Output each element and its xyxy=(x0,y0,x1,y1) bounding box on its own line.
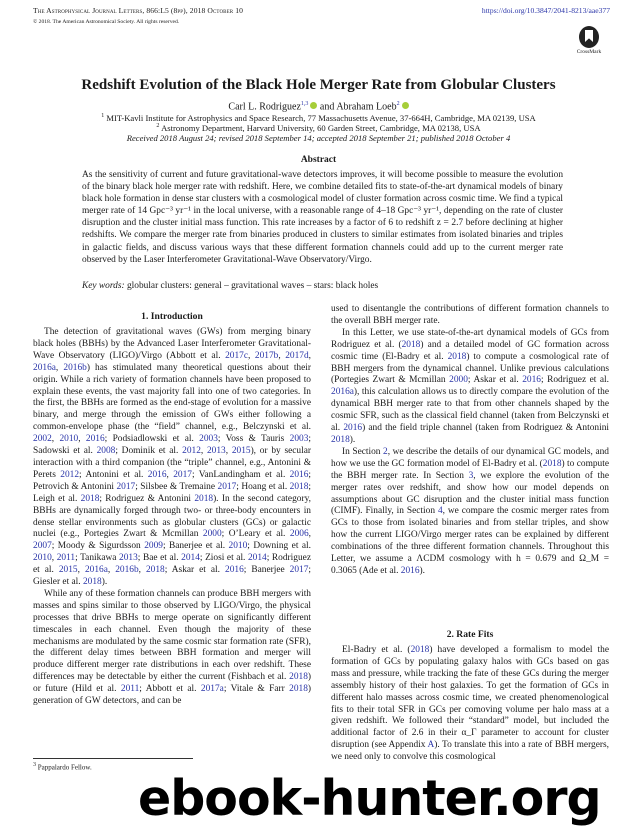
paragraph-text: ; Silsbee & Tremaine xyxy=(135,481,218,492)
doi-link[interactable]: https://doi.org/10.3847/2041-8213/aae377 xyxy=(481,6,610,15)
paragraph-text: ) or future (Hild et al. xyxy=(33,672,311,695)
footnote-divider xyxy=(33,758,193,759)
paragraph xyxy=(331,328,609,447)
paragraph-text: ) has stimulated many theoretical questions about their origin. While a rich variety of formation channels have been proposed to explain these events, the vast majority fall into one of two categories. In the first, the BBHs are formed as the end-stage of evolution for a massive binary, and merge through the emission of GWs either following a common-envelope phase (the “field” channel, e.g., Belczynski et al. xyxy=(33,362,311,433)
paragraph-text: ; Voss & Tauris xyxy=(217,434,290,445)
paragraph-text: ; Hoang et al. xyxy=(236,481,290,492)
paragraph-text: , xyxy=(166,469,174,480)
paragraph-text: ; Ziosi et al. xyxy=(199,553,248,564)
crossmark-label: CrossMark xyxy=(576,49,602,55)
citation-link[interactable]: 2012 xyxy=(60,469,80,480)
citation-link[interactable]: 2017d xyxy=(285,350,309,361)
citation-link[interactable]: 2017 xyxy=(173,469,192,480)
paragraph-text: ; Podsiadlowski et al. xyxy=(104,434,200,445)
citation-link[interactable]: 2013 xyxy=(206,446,226,457)
paragraph-text: ; Downing et al. xyxy=(247,541,311,552)
citation-link[interactable]: 2016a xyxy=(84,565,108,576)
affiliation-sup: 1 xyxy=(101,113,105,120)
paragraph-text: ; Leigh et al. xyxy=(33,481,311,504)
citation-link[interactable]: 2018 xyxy=(542,458,562,469)
citation-link[interactable]: 2010 xyxy=(33,553,52,564)
citation-link[interactable]: 2018 xyxy=(331,434,350,445)
publication-dates: Received 2018 August 24; revised 2018 September 14; accepted 2018 September 21; published 2018 October 4 xyxy=(126,133,511,143)
citation-link[interactable]: 2011 xyxy=(120,684,140,695)
keywords-label: Key words: xyxy=(82,281,125,291)
citation-link[interactable]: 2016 xyxy=(343,423,363,434)
paragraph-text: ) and the field triple channel (taken from Rodriguez & Antonini xyxy=(362,423,609,434)
paragraph-text: , xyxy=(225,446,232,457)
citation-link[interactable]: 2018 xyxy=(194,493,214,504)
orcid-icon[interactable] xyxy=(402,102,409,109)
citation-link[interactable]: 2018 xyxy=(82,577,102,588)
paragraph-text: ; Askar et al. xyxy=(467,375,523,386)
citation-link[interactable]: 2018 xyxy=(145,565,165,576)
paragraph-text: The detection of gravitational waves (GWs) from merging binary black holes (BBHs) by the Advanced Laser Interferometer Gravitational-Wave Observatory (LIGO)/Virgo (Abbott et al. xyxy=(33,327,311,361)
paragraph-text: ) generation of GW detectors, and can be xyxy=(33,684,311,707)
paragraph-text: used to disentangle the contributions of different formation channels to the overall BBH merger rate. xyxy=(331,304,609,326)
citation-link[interactable]: 2013 xyxy=(119,553,138,564)
citation-link[interactable]: 2006 xyxy=(289,529,309,540)
affiliation-sup: 2 xyxy=(156,123,160,130)
affiliation-text: Astronomy Department, Harvard University, 60 Garden Street, Cambridge, MA 02138, USA xyxy=(161,123,481,133)
citation-link[interactable]: 2018 xyxy=(80,493,100,504)
paragraph-text: ; Rodriguez & Antonini xyxy=(99,493,195,504)
copyright: © 2018. The American Astronomical Society. All rights reserved. xyxy=(33,19,180,25)
right-column-body xyxy=(331,304,609,578)
citation-link[interactable]: 2010 xyxy=(228,541,248,552)
citation-link[interactable]: 2002 xyxy=(33,434,52,445)
paragraph-text: In this Letter, we use state-of-the-art dynamical models of GCs from Rodriguez et al. ( xyxy=(331,327,609,350)
paragraph-text: ; Dominik et al. xyxy=(115,446,183,457)
citation-link[interactable]: 2000 xyxy=(202,529,222,540)
affiliation-text: MIT-Kavli Institute for Astrophysics and Space Research, 77 Massachusetts Avenue, 37-664H, Cambridge, MA 02139, USA xyxy=(106,113,536,123)
paragraph-text: , we compare the cosmic merger rates from GCs to those from isolated binaries and from stellar triples, and show how the current LIGO/Virgo merger rates can be explained by different combinations of the three different formation channels. Throughout this Letter, we assume a ΛCDM cosmology with h = 0.679 and Ω_M = 0.3065 (Ade et al. xyxy=(331,506,609,576)
citation-link[interactable]: 2016 xyxy=(147,469,167,480)
paragraph-text: ; Rodriguez et al. xyxy=(540,375,609,386)
citation-link[interactable]: 2018 xyxy=(289,684,308,695)
citation-link[interactable]: 2007 xyxy=(33,541,52,552)
paragraph-text: ; Moody & Sigurdsson xyxy=(51,541,145,552)
citation-link[interactable]: 2016 xyxy=(400,565,420,576)
citation-link[interactable]: 2016 xyxy=(289,469,309,480)
citation-link[interactable]: 4 xyxy=(437,506,443,517)
citation-link[interactable]: 2015 xyxy=(58,565,78,576)
paragraph-text: ; Askar et al. xyxy=(164,565,225,576)
rate-fits-body xyxy=(331,645,609,764)
citation-link[interactable]: 2016 xyxy=(85,434,105,445)
citation-link[interactable]: 2018 xyxy=(410,645,430,655)
paragraph xyxy=(33,589,311,708)
paragraph-text: ; Antonini et al. xyxy=(79,469,148,480)
citation-link[interactable]: 2017c xyxy=(225,350,249,361)
paragraph-text: ) to compute a cosmological rate of BBH mergers from the dynamical channel. Unlike previous calculations (Portegies Zwart & Mcmillan xyxy=(331,351,609,386)
paragraph-text: , xyxy=(55,362,64,373)
author-conjunction: and xyxy=(319,101,335,113)
citation-link[interactable]: 3 xyxy=(468,470,474,481)
paragraph-text: ; VanLandingham et al. xyxy=(191,469,290,480)
paragraph-text: , xyxy=(138,565,146,576)
citation-link[interactable]: 2018 xyxy=(289,481,309,492)
paragraph-text: ; Giesler et al. xyxy=(33,565,311,588)
author-name: Carl L. Rodriguez xyxy=(228,101,301,113)
author-name: Abraham Loeb xyxy=(336,101,397,113)
citation-link[interactable]: 2016b xyxy=(115,565,139,576)
paragraph xyxy=(331,304,609,328)
keywords-text: globular clusters: general – gravitational waves – stars: black holes xyxy=(126,281,379,291)
crossmark-badge[interactable] xyxy=(574,26,604,55)
footnote-sup: 3 xyxy=(33,762,36,768)
paragraph-text: ; Vitale & Farr xyxy=(223,684,290,695)
paragraph-text: ), this calculation allows us to directly compare the evolution of the dynamical BBH merger rate to that from other channels shaped by the cosmic SFR, such as the classical field channel (taken from Belczynski et al. xyxy=(331,387,609,434)
citation-link[interactable]: 2008 xyxy=(96,446,116,457)
author-affil-sup[interactable]: 1,3 xyxy=(300,101,309,107)
paragraph-text: , xyxy=(107,565,116,576)
paragraph-text: , we describe the details of our dynamical GC models, and how we use the GC formation model of El-Badry et al. ( xyxy=(331,446,609,469)
paragraph-text: ; Abbott et al. xyxy=(139,684,201,695)
paragraph-text: ; Banerjee xyxy=(243,565,290,576)
paragraph-text: ), or by secular interaction with a third companion (the “triple” channel, e.g., Antonini & Perets xyxy=(33,446,311,480)
citation-link[interactable]: 2016b xyxy=(63,362,87,373)
footnote xyxy=(33,762,92,771)
citation-link[interactable]: 2016 xyxy=(522,375,541,386)
citation-link[interactable]: 2010 xyxy=(59,434,79,445)
citation-link[interactable]: 2 xyxy=(383,446,388,457)
section-heading-introduction: 1. Introduction xyxy=(141,311,203,322)
paragraph-text: , xyxy=(78,434,86,445)
citation-link[interactable]: 2014 xyxy=(181,553,200,564)
paragraph-text: , xyxy=(77,565,85,576)
paragraph-text: While any of these formation channels can produce BBH mergers with masses and spins similar to those observed by LIGO/Virgo, the physical processes that drive BBHs to merge operate on significantly different timescales in each channel. Even though the majority of these mechanisms are modulated by the same cosmic star formation rate (SFR), the different delay times between BBH formation and merger will produce different merger rate distributions in each over redshift. These differences may be detectable by either the current (Fishbach et al. xyxy=(33,588,311,683)
citation-link[interactable]: 2018 xyxy=(447,351,467,362)
crossmark-icon xyxy=(579,26,599,48)
paragraph xyxy=(33,327,311,589)
citation-link[interactable]: 2016 xyxy=(225,565,244,576)
citation-link[interactable]: 2018 xyxy=(289,672,308,683)
paragraph-text: , xyxy=(278,350,286,361)
paragraph-text: ) and a detailed model of GC formation across cosmic time (El-Badry et al. xyxy=(331,339,609,362)
paragraph-text: ; Rodriguez et al. xyxy=(33,553,311,576)
paragraph-text: , xyxy=(51,434,60,445)
paragraph-text: , xyxy=(248,350,255,361)
left-column-body xyxy=(33,327,311,708)
watermark: ebook-hunter.org xyxy=(138,770,601,827)
paragraph-text: ) to compute the BBH merger rate. In Section xyxy=(331,458,609,481)
citation-link[interactable]: 2003 xyxy=(289,434,309,445)
paragraph-text: ; Banerjee et al. xyxy=(162,541,229,552)
citation-link[interactable]: 2016a xyxy=(331,387,354,398)
abstract-heading: Abstract xyxy=(300,155,337,165)
author-affil-sup[interactable]: 2 xyxy=(396,101,400,107)
citation-link[interactable]: 2017b xyxy=(254,350,279,361)
paragraph-text: ; Tanikawa xyxy=(75,553,119,564)
citation-link[interactable]: 2017 xyxy=(116,481,136,492)
paragraph-text: ; Bae et al. xyxy=(137,553,182,564)
paragraph-text: , xyxy=(51,553,57,564)
paragraph-text: ) have developed a formalism to model the formation of GCs by populating galaxy halos with GCs based on gas mass and pressure, while tracking the fate of these GCs during the merger assembly history of their host galaxies. To get the formation of GCs in different halo masses across cosmic time, we created phenomenological fits to their total SFR in GCs per comoving volume per halo mass at a given redshift. We followed their “standard” model, but included the additional factor of 2.6 in their α_Γ parameter to account for cluster disruption (see Appendix xyxy=(331,645,609,751)
paragraph xyxy=(331,447,609,578)
paragraph-text: ). In the second category, BBHs are dynamically forged through two- or three-body encounters in dense stellar environments such as globular clusters (GCs) or galactic nuclei (e.g., Portegies Zwart & Mcmillan xyxy=(33,493,311,540)
abstract-text: As the sensitivity of current and future gravitational-wave detectors improves, it will become possible to measure the evolution of the binary black hole merger rate with redshift. Here, we combine detailed fits to state-of-the-art dynamical models of binary black hole formation in dense star clusters with a cosmological model of cluster formation across cosmic time. We find a typical merger rate of 14 Gpc⁻³ yr⁻¹ in the local universe, with a reasonable range of 4–18 Gpc⁻³ yr⁻¹, depending on the rate of cluster disruption and the cluster initial mass function. This rate increases by a factor of 6 to redshift z = 2.7 before declining at higher redshifts. We compare the merger rate from binaries produced in clusters to similar estimates from isolated binaries and triples in galactic fields, and discuss various ways that these different formation channels could add up to the current merger rate observed by the Laser Interferometer Gravitational-Wave Observatory/Virgo. xyxy=(82,170,563,265)
paper-title: Redshift Evolution of the Black Hole Merger Rate from Globular Clusters xyxy=(81,77,556,93)
paragraph-text: In Section xyxy=(342,446,384,457)
citation-link[interactable]: 2017 xyxy=(289,565,309,576)
paragraph xyxy=(331,645,609,764)
citation-link[interactable]: 2018 xyxy=(401,339,421,350)
paragraph-text: ). xyxy=(419,565,425,576)
paragraph-text: ; O’Leary et al. xyxy=(221,529,290,540)
paragraph-text: , xyxy=(308,529,311,540)
citation-link[interactable]: 2012 xyxy=(182,446,201,457)
paragraph-text: ). To translate this into a rate of BBH mergers, we need only to convolve this cosmological xyxy=(331,740,609,763)
citation-link[interactable]: 2017 xyxy=(217,481,237,492)
paragraph-text: ). xyxy=(349,434,356,445)
affiliation xyxy=(0,123,637,133)
paragraph-text: , we explore the evolution of the merger rates over redshift, and show how our model depends on assumptions about GC disruption and the cluster initial mass function (CIMF). Finally, in Section xyxy=(331,470,609,517)
paragraph-text: El-Badry et al. ( xyxy=(342,645,411,655)
footnote-text: Pappalardo Fellow. xyxy=(37,763,92,772)
citation-link[interactable]: 2009 xyxy=(144,541,163,552)
paragraph-text: ; Sadowski et al. xyxy=(33,434,312,457)
paragraph-text: , xyxy=(200,446,207,457)
author-line xyxy=(0,101,637,112)
section-heading-rate-fits: 2. Rate Fits xyxy=(446,629,494,640)
keywords xyxy=(82,281,378,291)
citation-link[interactable]: 2017a xyxy=(200,684,224,695)
affiliation xyxy=(0,113,637,123)
citation-link[interactable]: 2016a xyxy=(33,362,56,373)
citation-link[interactable]: 2015 xyxy=(231,446,251,457)
citation-link[interactable]: 2014 xyxy=(247,553,267,564)
paragraph-text: ; Petrovich & Antonini xyxy=(33,469,312,492)
citation-link[interactable]: A xyxy=(427,740,435,751)
citation-link[interactable]: 2000 xyxy=(449,375,468,386)
paragraph-text: ). xyxy=(101,577,108,588)
orcid-icon[interactable] xyxy=(310,102,317,109)
citation-link[interactable]: 2003 xyxy=(199,434,218,445)
journal-citation: The Astrophysical Journal Letters, 866:L5 (8pp), 2018 October 10 xyxy=(33,6,243,15)
paragraph-text: , xyxy=(308,350,312,361)
citation-link[interactable]: 2011 xyxy=(56,553,76,564)
